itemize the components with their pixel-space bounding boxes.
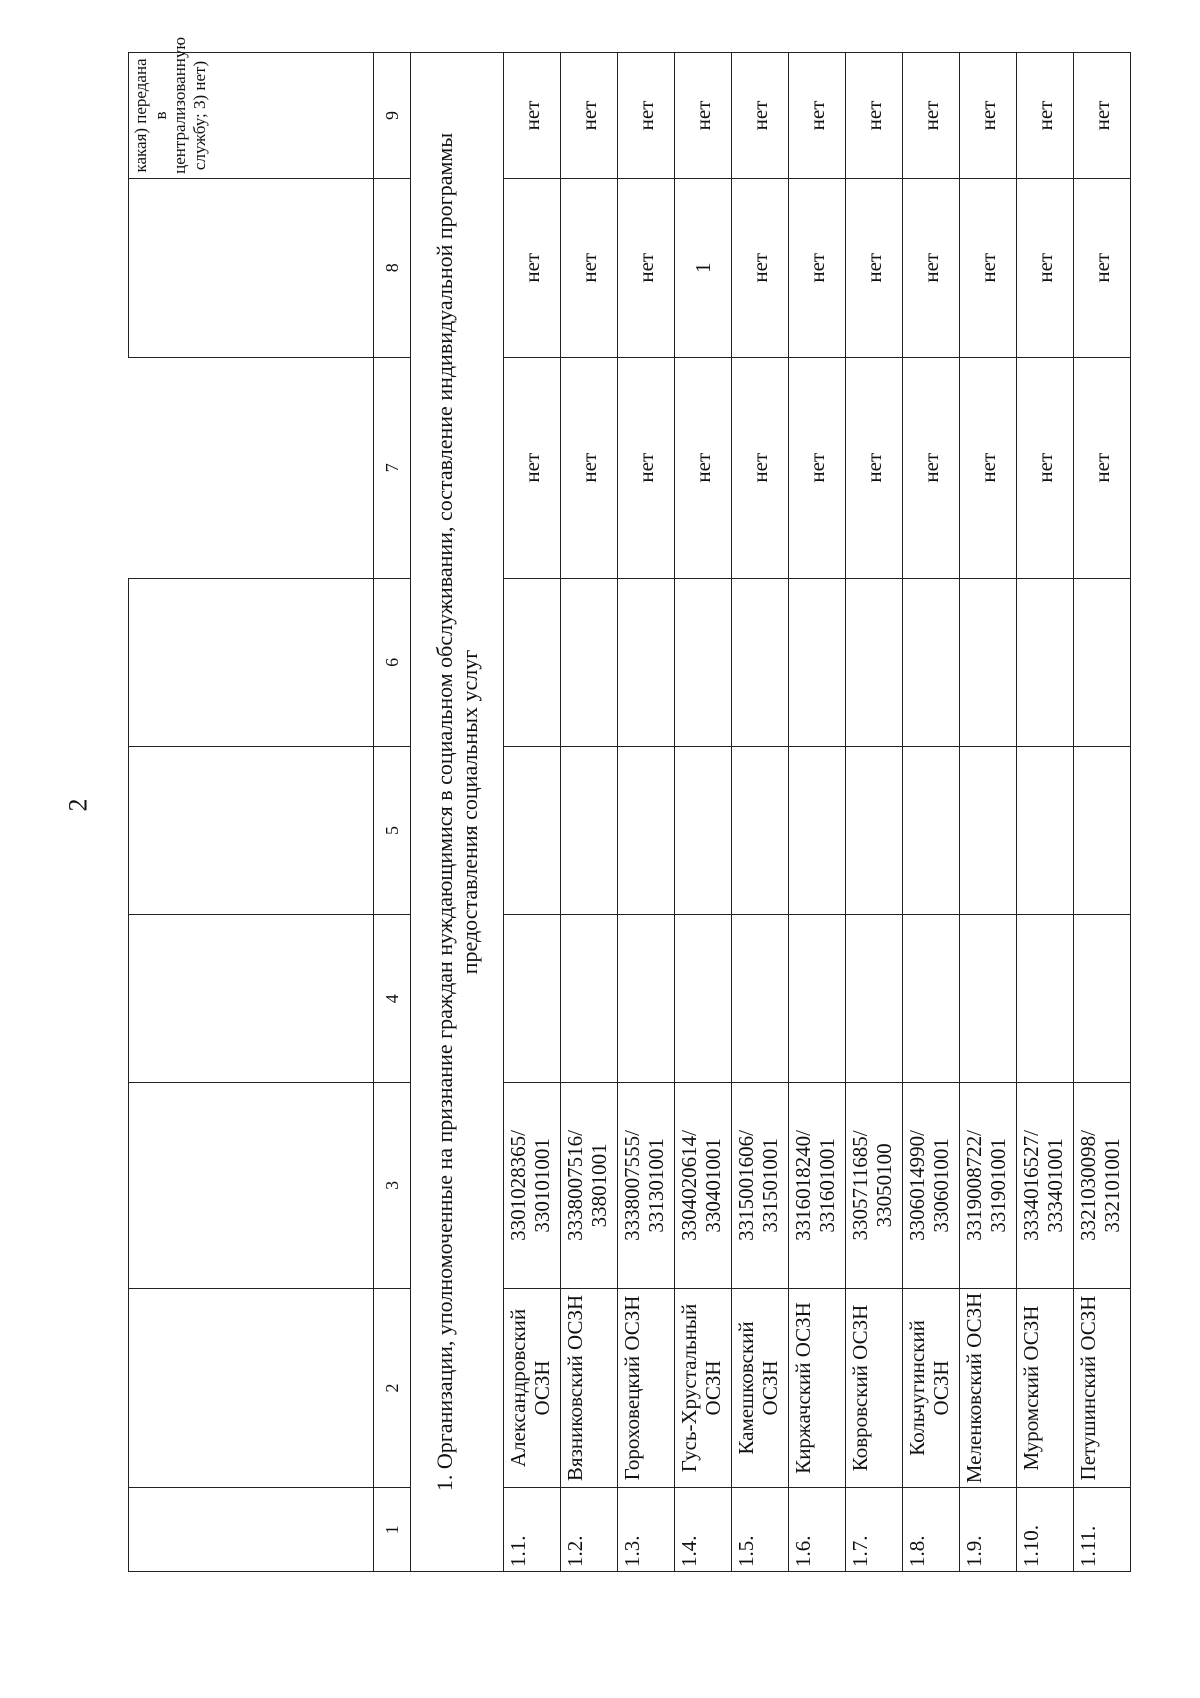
table-row [618, 53, 675, 1572]
cell-col9: нет [618, 53, 675, 179]
cell-col9: нет [846, 53, 903, 179]
organization-name: Муромский ОСЗН [1017, 1288, 1074, 1488]
inn-kpp: 3305711685/ 33050100 [846, 1083, 903, 1288]
cell-col4 [789, 915, 846, 1083]
cell-col9: нет [675, 53, 732, 179]
cell-col5 [789, 746, 846, 914]
column-number: 6 [374, 578, 411, 746]
table-row [561, 53, 618, 1572]
column-number: 1 [374, 1488, 411, 1572]
column-number: 2 [374, 1288, 411, 1488]
cell-col4 [1074, 915, 1131, 1083]
inn-kpp: 3315001606/ 331501001 [732, 1083, 789, 1288]
organizations-table [128, 36, 1131, 1572]
cell-col7: нет [960, 357, 1017, 578]
column-number: 9 [374, 53, 411, 179]
cell-col7: нет [675, 357, 732, 578]
table-header-row [129, 53, 374, 1572]
cell-col6 [1017, 578, 1074, 746]
cell-col5 [504, 746, 561, 914]
header-cell-3 [129, 1083, 374, 1288]
header-cell-6 [129, 578, 374, 746]
header-cell-2 [129, 1288, 374, 1488]
table-row [846, 53, 903, 1572]
cell-col4 [960, 915, 1017, 1083]
table-row [675, 53, 732, 1572]
column-number: 3 [374, 1083, 411, 1288]
inn-kpp: 3338007516/ 33801001 [561, 1083, 618, 1288]
cell-col8: 1 [675, 178, 732, 357]
cell-col6 [732, 578, 789, 746]
cell-col6 [1074, 578, 1131, 746]
row-number: 1.8. [903, 1488, 960, 1572]
cell-col7: нет [846, 357, 903, 578]
organization-name: Меленковский ОСЗН [960, 1288, 1017, 1488]
cell-col7: нет [561, 357, 618, 578]
column-numbers-row [374, 53, 411, 1572]
cell-col5 [1017, 746, 1074, 914]
cell-col4 [618, 915, 675, 1083]
row-number: 1.11. [1074, 1488, 1131, 1572]
cell-col6 [789, 578, 846, 746]
table-row [732, 53, 789, 1572]
row-number: 1.3. [618, 1488, 675, 1572]
cell-col8: нет [1074, 178, 1131, 357]
organization-name: Гусь-Хрустальный ОСЗН [675, 1288, 732, 1488]
cell-col7: нет [732, 357, 789, 578]
cell-col5 [561, 746, 618, 914]
organization-name: Кольчугинский ОСЗН [903, 1288, 960, 1488]
header-cell-4 [129, 915, 374, 1083]
cell-col9: нет [1017, 53, 1074, 179]
organization-name: Камешковский ОСЗН [732, 1288, 789, 1488]
cell-col8: нет [504, 178, 561, 357]
row-number: 1.2. [561, 1488, 618, 1572]
cell-col8: нет [789, 178, 846, 357]
row-number: 1.5. [732, 1488, 789, 1572]
cell-col9: нет [789, 53, 846, 179]
inn-kpp: 3334016527/ 333401001 [1017, 1083, 1074, 1288]
cell-col6 [960, 578, 1017, 746]
inn-kpp: 3319008722/ 331901001 [960, 1083, 1017, 1288]
cell-col9: нет [561, 53, 618, 179]
inn-kpp: 3321030098/ 332101001 [1074, 1083, 1131, 1288]
inn-kpp: 3338007555/ 331301001 [618, 1083, 675, 1288]
cell-col6 [846, 578, 903, 746]
cell-col7: нет [1074, 357, 1131, 578]
inn-kpp: 3316018240/ 331601001 [789, 1083, 846, 1288]
cell-col4 [1017, 915, 1074, 1083]
table-row [1074, 53, 1131, 1572]
row-number: 1.4. [675, 1488, 732, 1572]
rotated-table-container [128, 36, 1148, 1572]
column-number: 5 [374, 746, 411, 914]
cell-col7: нет [903, 357, 960, 578]
cell-col6 [561, 578, 618, 746]
row-number: 1.10. [1017, 1488, 1074, 1572]
cell-col4 [504, 915, 561, 1083]
table-row [504, 53, 561, 1572]
cell-col4 [561, 915, 618, 1083]
organization-name: Вязниковский ОСЗН [561, 1288, 618, 1488]
organization-name: Петушинский ОСЗН [1074, 1288, 1131, 1488]
cell-col9: нет [1074, 53, 1131, 179]
header-cell-8 [129, 178, 374, 357]
cell-col9: нет [903, 53, 960, 179]
organization-name: Александровский ОСЗН [504, 1288, 561, 1488]
organization-name: Гороховецкий ОСЗН [618, 1288, 675, 1488]
cell-col8: нет [903, 178, 960, 357]
section-title-row [411, 53, 504, 1572]
cell-col5 [618, 746, 675, 914]
cell-col6 [618, 578, 675, 746]
cell-col7: нет [789, 357, 846, 578]
row-number: 1.9. [960, 1488, 1017, 1572]
row-number: 1.6. [789, 1488, 846, 1572]
organization-name: Киржачский ОСЗН [789, 1288, 846, 1488]
cell-col7: нет [618, 357, 675, 578]
cell-col4 [675, 915, 732, 1083]
cell-col5 [1074, 746, 1131, 914]
inn-kpp: 3304020614/ 330401001 [675, 1083, 732, 1288]
table-row [903, 53, 960, 1572]
header-cell-1 [129, 1488, 374, 1572]
cell-col9: нет [960, 53, 1017, 179]
cell-col8: нет [960, 178, 1017, 357]
cell-col8: нет [846, 178, 903, 357]
cell-col8: нет [561, 178, 618, 357]
inn-kpp: 3301028365/ 330101001 [504, 1083, 561, 1288]
cell-col5 [960, 746, 1017, 914]
cell-col4 [903, 915, 960, 1083]
cell-col7: нет [504, 357, 561, 578]
cell-col4 [846, 915, 903, 1083]
cell-col6 [504, 578, 561, 746]
page-number: 2 [63, 798, 93, 812]
header-cell-5 [129, 746, 374, 914]
row-number: 1.7. [846, 1488, 903, 1572]
inn-kpp: 3306014990/ 330601001 [903, 1083, 960, 1288]
cell-col5 [732, 746, 789, 914]
cell-col8: нет [732, 178, 789, 357]
cell-col8: нет [618, 178, 675, 357]
cell-col5 [846, 746, 903, 914]
cell-col9: нет [732, 53, 789, 179]
organization-name: Ковровский ОСЗН [846, 1288, 903, 1488]
cell-col7: нет [1017, 357, 1074, 578]
column-number: 4 [374, 915, 411, 1083]
header-cell-9: какая) передана в централизованную службу; 3) нет) [129, 53, 374, 179]
cell-col5 [675, 746, 732, 914]
cell-col6 [675, 578, 732, 746]
table-row [1017, 53, 1074, 1572]
section-title: 1. Организации, уполномоченные на признание граждан нуждающимися в социальном обслуживании, составление индивидуальной программы предоставления социальных услуг [411, 53, 504, 1572]
cell-col8: нет [1017, 178, 1074, 357]
column-number: 7 [374, 357, 411, 578]
row-number: 1.1. [504, 1488, 561, 1572]
cell-col4 [732, 915, 789, 1083]
cell-col9: нет [504, 53, 561, 179]
cell-col6 [903, 578, 960, 746]
header-cell-7 [129, 357, 374, 578]
column-number: 8 [374, 178, 411, 357]
cell-col5 [903, 746, 960, 914]
table-row [789, 53, 846, 1572]
table-row [960, 53, 1017, 1572]
